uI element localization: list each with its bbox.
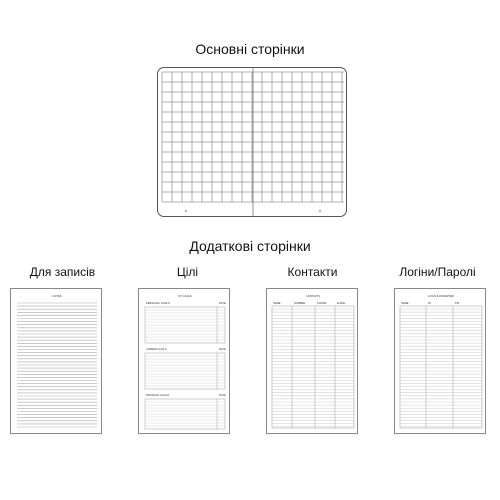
contacts-col-name: NAME xyxy=(273,302,281,305)
goals-title: Цілі xyxy=(176,265,199,279)
goals-section-career: CAREER GOALS xyxy=(146,348,167,351)
extra-pages-heading: Додаткові сторінки xyxy=(189,238,311,254)
goals-page-label: MY GOALS xyxy=(178,295,192,298)
contacts-table xyxy=(272,306,354,428)
contacts-col-email: E-MAIL xyxy=(337,302,346,305)
logins-title: Логіни/Паролі xyxy=(399,265,476,279)
contacts-col-number: NUMBER xyxy=(294,302,306,305)
goals-date-2: DATE xyxy=(219,348,226,351)
page-number-dot xyxy=(319,210,321,212)
contacts-page-label: CONTACTS xyxy=(305,295,321,298)
notebook-spread-grid xyxy=(157,67,347,217)
logins-page xyxy=(394,288,486,434)
goals-section-financial: FINANCIAL GOALS xyxy=(146,394,170,397)
logins-col-name: NAME xyxy=(401,302,409,305)
contacts-title: Контакти xyxy=(287,265,338,279)
notes-title: Для записів xyxy=(29,265,96,279)
contacts-col-phone: PHONE xyxy=(317,302,327,305)
grid-pattern xyxy=(158,68,347,217)
page-number-dot xyxy=(185,210,187,212)
logins-col-id: ID xyxy=(428,302,431,305)
logins-page-label: LOGIN & PASSWORD xyxy=(427,295,455,298)
notes-page xyxy=(10,288,102,434)
notes-page-label: NOTES xyxy=(52,295,62,298)
logins-table xyxy=(400,306,482,428)
goals-date-3: DATE xyxy=(219,394,226,397)
logins-col-pw: PW xyxy=(455,302,460,305)
contacts-page xyxy=(266,288,358,434)
goals-page xyxy=(138,288,230,434)
goals-date-1: DATE xyxy=(219,302,226,305)
goals-section-personal: PERSONAL GOALS xyxy=(146,302,170,305)
main-pages-heading: Основні сторінки xyxy=(195,41,305,57)
